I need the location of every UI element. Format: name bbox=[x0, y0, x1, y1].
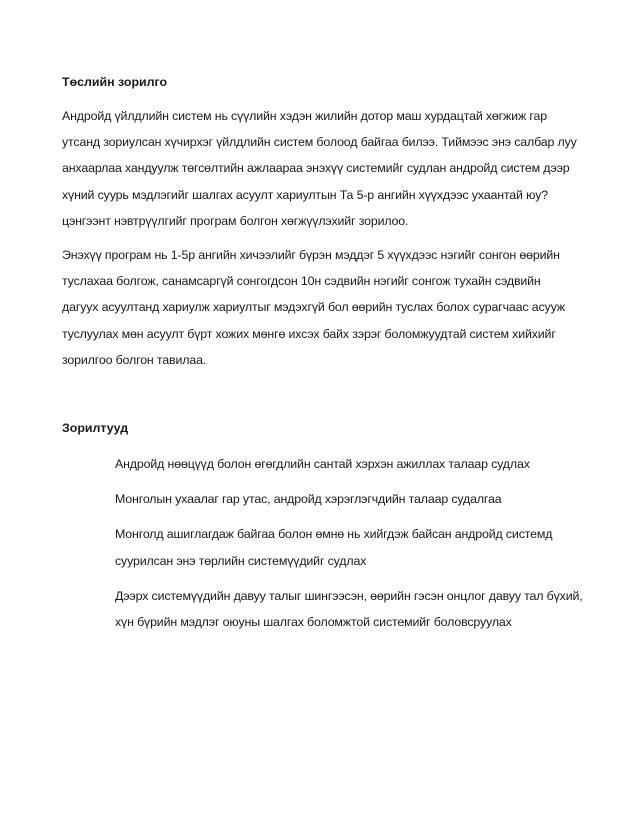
section-heading-goals: Зорилтууд bbox=[62, 421, 129, 436]
list-item-line: Дээрх системүүдийн давуу талыг шингээсэн, өөрийн гэсэн онцлог давуу тал бүхий, bbox=[115, 588, 583, 603]
paragraph-line: хүний суурь мэдлэгийг шалгах асуулт хариултын Та 5-р ангийн хүүхдээс ухаантай юу? bbox=[62, 187, 549, 202]
list-item-line: Монголд ашиглагдаж байгаа болон өмнө нь хийгдэж байсан андройд системд bbox=[115, 527, 553, 542]
paragraph-line: зорилгоо болгон тавилаа. bbox=[62, 352, 207, 367]
paragraph-line: дагуух асуултанд хариулж хариултыг мэдэхгүй бол өөрийн туслах болох сурагчаас асууж bbox=[62, 300, 565, 315]
paragraph-line: туслуулах мөн асуулт бүрт хожих мөнгө ихсэх байх зэрэг боломжуудтай систем хийхийг bbox=[62, 326, 556, 341]
paragraph-purpose-2 bbox=[62, 242, 578, 373]
goals-list bbox=[62, 451, 583, 635]
list-item bbox=[115, 451, 578, 477]
paragraph-line: Андройд үйлдлийн систем нь сүүлийн хэдэн жилийн дотор маш хурдацтай хөгжиж гар bbox=[62, 109, 547, 123]
paragraph-purpose-1 bbox=[62, 103, 578, 234]
list-item-line: хүн бүрийн мэдлэг оюуны шалгах боломжтой системийг боловсруулах bbox=[115, 615, 512, 630]
paragraph-line: утсанд зориулсан хүчирхэг үйлдлийн систем болоод байгаа билээ. Тиймээс энэ салбар луу bbox=[62, 135, 577, 150]
list-item-line: Андройд нөөцүүд болон өгөгдлийн сантай хэрхэн ажиллах талаар судлах bbox=[115, 457, 530, 472]
paragraph-line: туслахаа болгож, санамсаргүй сонгогдсон 10н сэдвийн нэгийг сонгож тухайн сэдвийн bbox=[62, 274, 541, 289]
list-item-line: суурилсан энэ төрлийн системүүдийг судлах bbox=[115, 553, 367, 568]
paragraph-line: цэнгээнт нэвтрүүлгийг програм болгон хөгжүүлэхийг зорилоо. bbox=[62, 213, 409, 228]
list-item bbox=[115, 583, 583, 635]
section-heading-purpose: Төслийн зорилго bbox=[62, 75, 168, 89]
paragraph-line: анхаарлаа хандуулж төгсөлтийн ажлаараа энэхүү системийг судлан андройд систем дээр bbox=[62, 161, 570, 176]
list-item bbox=[115, 521, 578, 573]
section-project-purpose bbox=[62, 69, 578, 373]
section-goals bbox=[62, 415, 583, 635]
list-item-line: Монголын ухаалаг гар утас, андройд хэрэглэгчдийн талаар судалгаа bbox=[115, 492, 502, 507]
list-item bbox=[115, 486, 578, 512]
paragraph-line: Энэхүү програм нь 1-5р ангийн хичээлийг бүрэн мэддэг 5 хүүхдээс нэгийг сонгон өөрийн bbox=[62, 248, 560, 263]
